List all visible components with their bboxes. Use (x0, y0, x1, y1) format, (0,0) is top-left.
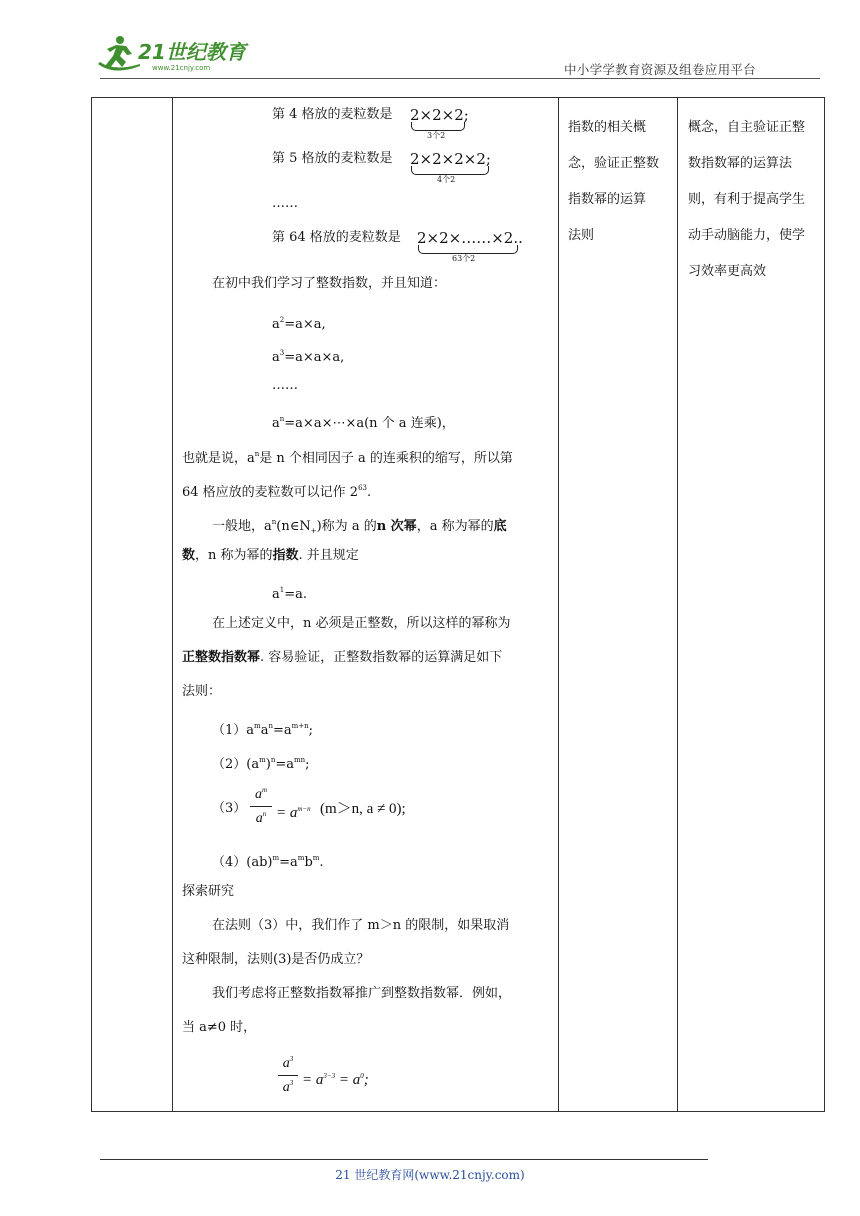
page-header (96, 34, 826, 76)
svg-text:www.21cnjy.com: www.21cnjy.com (152, 64, 211, 72)
logo (96, 34, 266, 76)
lesson-table: 第 4 格放的麦粒数是 2×2×2; 3个2 第 5 格放的麦粒数是 2×2×2×2; 4个2 …… 第 64 格放的麦粒数是 2×2×……×2.. 63个2 在初中我们学习了整数指数，并且知道： $a^2=a\times a$, $a^3=a\times a\times a$, …… $a^n=a\times a\times\cdots\times a(n$ 个 a 连乘)， 也就是说，$a^n$是 n 个相同因子 a 的连乘积的缩写，所以第 64 格应放的麦粒数可以记作 $2^{63}$. 一般地，$a^n(n\in N_+)$称为 a 的n 次幂，a 称为幂的底 数，n 称为幂的指数. 并且规定 $a^1=a$. 在上述定义中，n 必须是正整数，所以这样的幂称为 正整数指数幂. 容易验证，正整数指数幂的运算满足如下 法则： $(1)a^ma^n=a^{m+n}$; $(2)(a^m)^n=a^{mn}$; （3） $a^m$ $a^n$ = $a^{m-n}$ (m＞n, a ≠ 0); $(4)(ab)^m=a^mb^m$. 探索研究 在法则（3）中，我们作了 m＞n 的限制，如果取消 这种限制，法则(3)是否仍成立？ 我们考虑将正整数指数幂推广到整数指数幂．例如， 当 a≠0 时， $a^3$ $a^3$ = $a^{3-3} = a^0$; 指数的相关概 念，验证正整数 指数幂的运算 法则 概念，自主验证正整 数指数幂的运算法 则，有利于提高学生 动手动脑能力，使学 习效率更高效 (91, 97, 825, 1112)
column-divider (172, 98, 173, 1111)
site-title: 中小学学教育资源及组卷应用平台 (563, 62, 756, 77)
footer-text: 21 世纪教育网(www.21cnjy.com) (335, 1168, 525, 1182)
header-divider (100, 78, 820, 79)
svg-text:21世纪教育: 21世纪教育 (138, 40, 246, 64)
footer-divider (100, 1159, 708, 1160)
section-heading: 探索研究 (182, 884, 235, 899)
column-divider (558, 98, 559, 1111)
column-divider (677, 98, 678, 1111)
